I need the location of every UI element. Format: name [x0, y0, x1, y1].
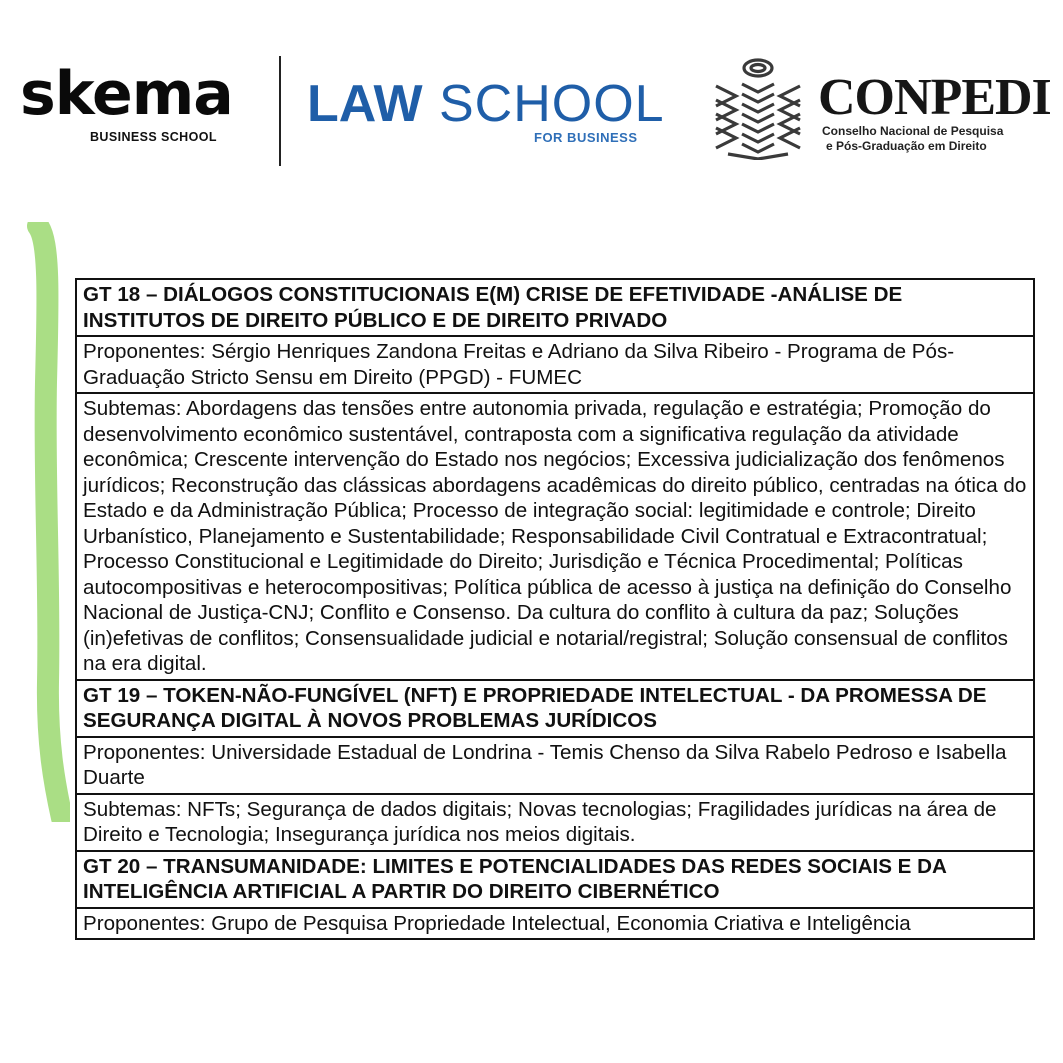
proponentes-cell: Proponentes: Grupo de Pesquisa Propriedade Intelectual, Economia Criativa e Inteligência	[77, 909, 1033, 941]
highlighter-mark	[10, 222, 70, 822]
gt-title-cell: GT 18 – DIÁLOGOS CONSTITUCIONAIS E(M) CRISE DE EFETIVIDADE -ANÁLISE DE INSTITUTOS DE DIREITO PÚBLICO E DE DIREITO PRIVADO	[77, 280, 1033, 337]
proponentes-cell: Proponentes: Universidade Estadual de Londrina - Temis Chenso da Silva Rabelo Pedroso e Isabella Duarte	[77, 738, 1033, 795]
skema-logo-subtitle: BUSINESS SCHOOL	[90, 130, 217, 144]
conpedi-logo-wordmark: CONPEDI	[818, 69, 1051, 126]
gt-title-cell: GT 19 – TOKEN-NÃO-FUNGÍVEL (NFT) E PROPRIEDADE INTELECTUAL - DA PROMESSA DE SEGURANÇA DIGITAL À NOVOS PROBLEMAS JURÍDICOS	[77, 681, 1033, 738]
gt-title-cell: GT 20 – TRANSUMANIDADE: LIMITES E POTENCIALIDADES DAS REDES SOCIAIS E DA INTELIGÊNCIA ARTIFICIAL A PARTIR DO DIREITO CIBERNÉTICO	[77, 852, 1033, 909]
law-school-logo-subtitle: FOR BUSINESS	[534, 130, 638, 145]
subtemas-cell: Subtemas: NFTs; Segurança de dados digitais; Novas tecnologias; Fragilidades jurídicas na área de Direito e Tecnologia; Insegurança jurídica nos meios digitais.	[77, 795, 1033, 852]
law-school-logo-bold: LAW	[307, 75, 423, 133]
logo-divider	[279, 56, 281, 166]
gt-table	[75, 278, 1035, 940]
conpedi-emblem-icon	[712, 56, 804, 160]
conpedi-logo-subtitle-line1: Conselho Nacional de Pesquisa	[822, 124, 1004, 138]
skema-logo-wordmark: skema	[20, 59, 233, 129]
skema-logo	[20, 59, 265, 150]
proponentes-cell: Proponentes: Sérgio Henriques Zandona Freitas e Adriano da Silva Ribeiro - Programa de Pós-Graduação Stricto Sensu em Direito (PPGD) - FUMEC	[77, 337, 1033, 394]
conpedi-logo-subtitle-line2: e Pós-Graduação em Direito	[826, 139, 987, 153]
conpedi-logo	[818, 69, 1058, 162]
law-school-logo-light: SCHOOL	[439, 75, 665, 133]
subtemas-cell: Subtemas: Abordagens das tensões entre autonomia privada, regulação e estratégia; Promoção do desenvolvimento econômico sustentável, contraposta com a significativa regulação da atividade econômica; Crescente intervenção do Estado nos negócios; Excessiva judicialização dos fenômenos jurídicos; Reconstrução das clássicas abordagens acadêmicas do direito público, centradas na ótica do Estado e da Administração Pública; Processo de integração social: legitimidade e controle; Direito Urbanístico, Planejamento e Sustentabilidade; Responsabilidade Civil Contratual e Extracontratual; Processo Constitucional e Legitimidade do Direito; Jurisdição e Técnica Procedimental; Políticas autocompositivas e heterocompositivas; Política pública de acesso à justiça na definição do Conselho Nacional de Justiça-CNJ; Conflito e Consenso. Da cultura do conflito à cultura da paz; Soluções (in)efetivas de conflitos; Consensualidade judicial e notarial/registral; Solução consensual de conflitos na era digital.	[77, 394, 1033, 681]
law-school-logo	[307, 75, 667, 148]
